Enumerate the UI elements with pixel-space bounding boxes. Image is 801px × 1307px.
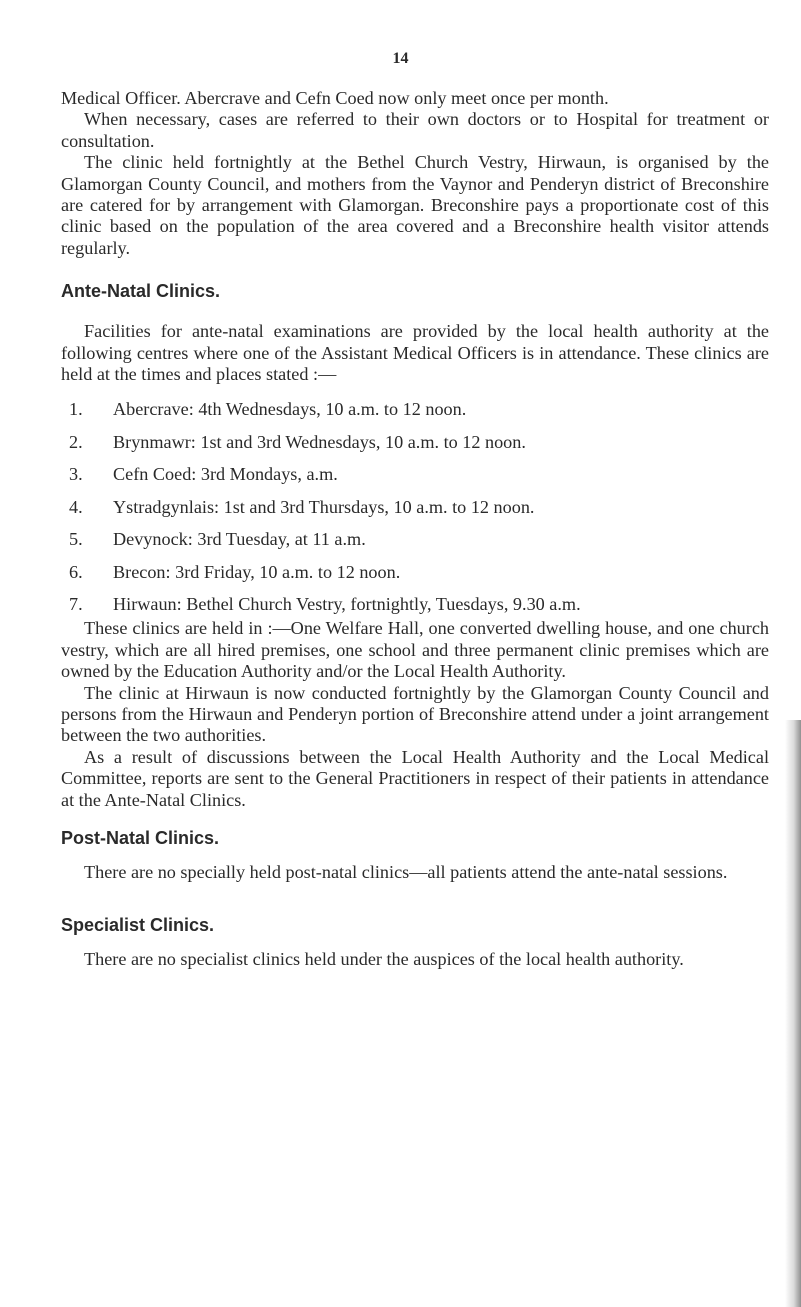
post-natal-paragraph: There are no specially held post-natal clinics—all patients attend the ante-natal sessions. — [84, 861, 728, 882]
specialist-paragraph: There are no specialist clinics held under the auspices of the local health authority. — [84, 949, 684, 970]
clinic-item — [61, 497, 769, 518]
clinic-item — [61, 562, 769, 583]
ante-natal-intro: Facilities for ante-natal examinations are provided by the local health authority at the following centres where one of the Assistant Medical Officers is in attendance. These clinics are held at the times and places stated :— — [61, 321, 769, 385]
intro-paragraph-3: The clinic held fortnightly at the Bethel Church Vestry, Hirwaun, is organised by the Glamorgan County Council, and mothers from the Vaynor and Penderyn district of Breconshire are catered for by arrangement with Glamorgan. Breconshire pays a proportionate cost of this clinic based on the population of the area covered and a Breconshire health visitor attends regularly. — [61, 152, 769, 258]
clinic-number: 5. — [69, 529, 83, 550]
clinic-text: Devynock: 3rd Tuesday, at 11 a.m. — [113, 529, 366, 550]
clinic-item — [61, 432, 769, 453]
clinic-number: 1. — [69, 399, 83, 420]
page-number: 14 — [392, 50, 409, 67]
clinic-text: Cefn Coed: 3rd Mondays, a.m. — [113, 464, 338, 485]
clinic-number: 2. — [69, 431, 83, 452]
intro-paragraph-1: Medical Officer. Abercrave and Cefn Coed now only meet once per month. — [61, 88, 609, 108]
clinic-text: Brynmawr: 1st and 3rd Wednesdays, 10 a.m. to 12 noon. — [113, 431, 526, 452]
clinic-item — [61, 399, 769, 420]
clinic-text: Hirwaun: Bethel Church Vestry, fortnightly, Tuesdays, 9.30 a.m. — [113, 593, 581, 614]
clinic-text: Brecon: 3rd Friday, 10 a.m. to 12 noon. — [113, 561, 401, 582]
specialist-heading: Specialist Clinics. — [61, 915, 215, 936]
ante-natal-heading: Ante-Natal Clinics. — [61, 281, 221, 302]
post-natal-heading: Post-Natal Clinics. — [61, 827, 220, 848]
page-body — [61, 88, 769, 971]
clinic-list — [61, 399, 769, 615]
clinic-item — [61, 594, 769, 615]
clinic-text: Ystradgynlais: 1st and 3rd Thursdays, 10 a.m. to 12 noon. — [113, 496, 535, 517]
page-edge-shadow — [785, 720, 801, 1307]
clinic-number: 7. — [69, 593, 83, 614]
clinic-number: 3. — [69, 464, 83, 485]
ante-natal-hirwaun-paragraph: The clinic at Hirwaun is now conducted fortnightly by the Glamorgan County Council and persons from the Hirwaun and Penderyn portion of Breconshire attend under a joint arrangement between the two authorities. — [61, 682, 769, 746]
clinic-text: Abercrave: 4th Wednesdays, 10 a.m. to 12 noon. — [113, 399, 467, 420]
ante-natal-premises-paragraph: These clinics are held in :—One Welfare Hall, one converted dwelling house, and one church vestry, which are all hired premises, one school and three permanent clinic premises which are owned by the Education Authority and/or the Local Health Authority. — [61, 618, 769, 682]
clinic-number: 6. — [69, 561, 83, 582]
ante-natal-reports-paragraph: As a result of discussions between the Local Health Authority and the Local Medical Committee, reports are sent to the General Practitioners in respect of their patients in attendance at the Ante-Natal Clinics. — [61, 746, 769, 810]
clinic-item — [61, 529, 769, 550]
clinic-number: 4. — [69, 496, 83, 517]
clinic-item — [61, 464, 769, 485]
intro-paragraph-2: When necessary, cases are referred to their own doctors or to Hospital for treatment or consultation. — [61, 109, 769, 151]
